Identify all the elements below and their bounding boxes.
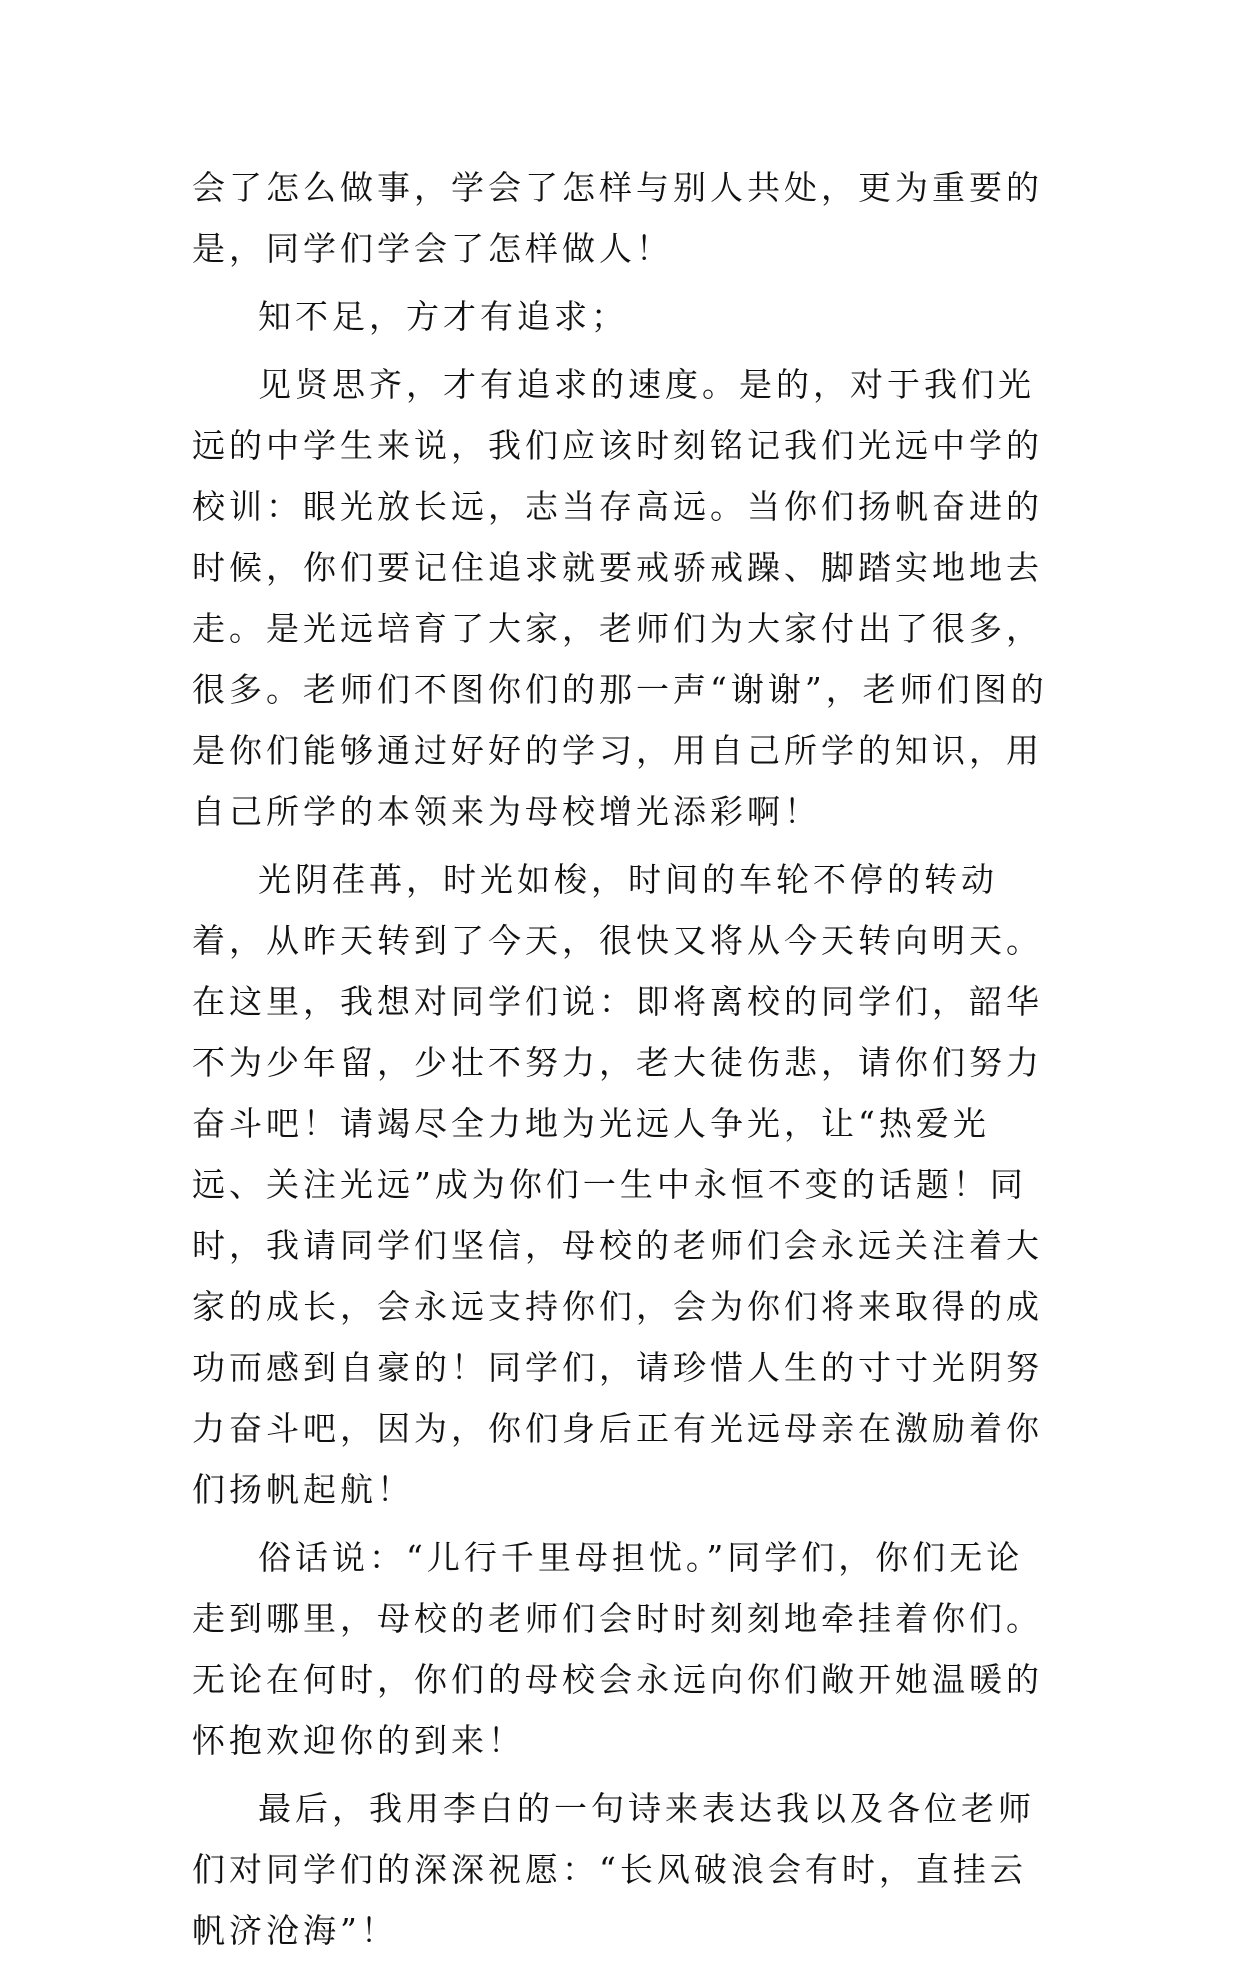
paragraph-6: 最后，我用李白的一句诗来表达我以及各位老师们对同学们的深深祝愿：“长风破浪会有时，直挂云帆济沧海”！ xyxy=(192,1789,1035,1950)
paragraph-1: 会了怎么做事，学会了怎样与别人共处，更为重要的是，同学们学会了怎样做人！ xyxy=(192,168,1043,268)
paragraph-5: 俗话说：“儿行千里母担忧。”同学们，你们无论走到哪里，母校的老师们会时时刻刻地牵挂着你们。无论在何时，你们的母校会永远向你们敞开她温暖的怀抱欢迎你的到来！ xyxy=(192,1538,1043,1760)
document-body xyxy=(192,157,1052,1961)
paragraph-3: 见贤思齐，才有追求的速度。是的，对于我们光远的中学生来说，我们应该时刻铭记我们光远中学的校训：眼光放长远，志当存高远。当你们扬帆奋进的时候，你们要记住追求就要戒骄戒躁、脚踏实地地去走。是光远培育了大家，老师们为大家付出了很多，很多。老师们不图你们的那一声“谢谢”，老师们图的是你们能够通过好好的学习，用自己所学的知识，用自己所学的本领来为母校增光添彩啊！ xyxy=(192,365,1048,831)
paragraph-4: 光阴荏苒，时光如梭，时间的车轮不停的转动着，从昨天转到了今天，很快又将从今天转向明天。在这里，我想对同学们说：即将离校的同学们，韶华不为少年留，少壮不努力，老大徒伤悲，请你们努力奋斗吧！请竭尽全力地为光远人争光，让“热爱光远、关注光远”成为你们一生中永恒不变的话题！同时，我请同学们坚信，母校的老师们会永远关注着大家的成长，会永远支持你们，会为你们将来取得的成功而感到自豪的！同学们，请珍惜人生的寸寸光阴努力奋斗吧，因为，你们身后正有光远母亲在激励着你们扬帆起航！ xyxy=(192,860,1043,1509)
paragraph-2: 知不足，方才有追求； xyxy=(258,297,628,336)
